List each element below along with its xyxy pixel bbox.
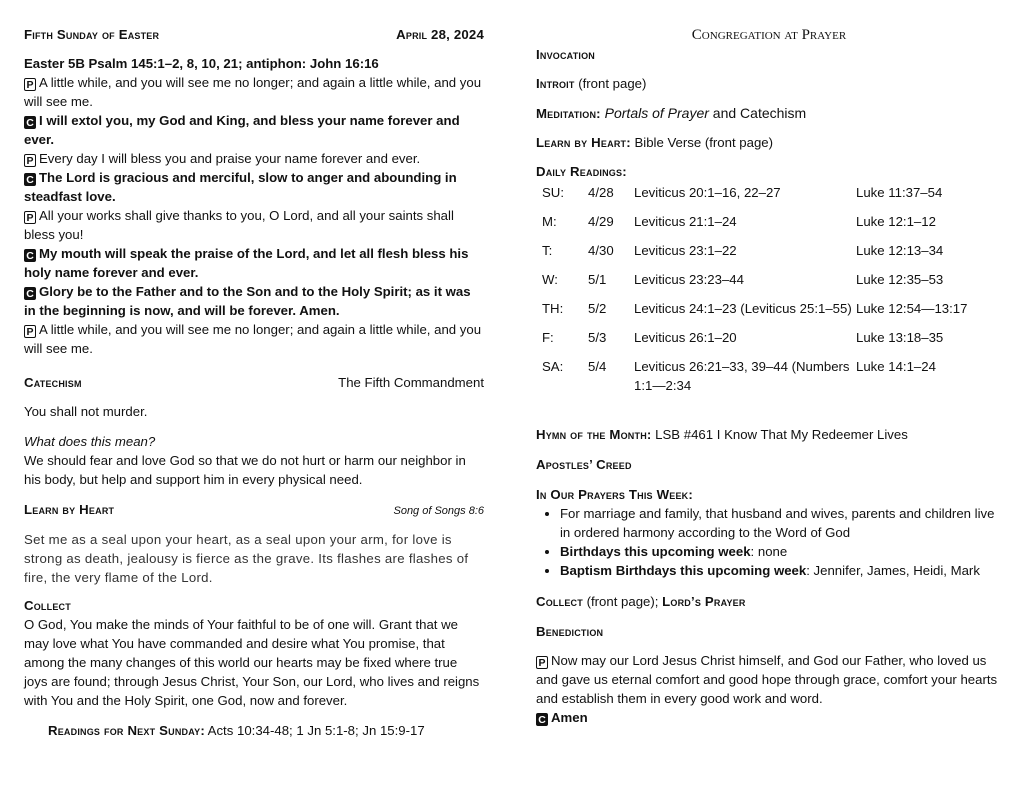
order-list: [536, 45, 1002, 181]
collect-label: Collect: [24, 598, 71, 613]
collect-section: [24, 596, 484, 710]
list-item: • Baptism Birthdays this upcoming week: Jennifer, James, Heidi, Mark: [560, 561, 1002, 580]
next-refs: Acts 10:34-48; 1 Jn 5:1-8; Jn 15:9-17: [207, 723, 425, 738]
catechism-label: Catechism: [24, 375, 82, 390]
congregation-icon: C: [24, 249, 36, 262]
learn-reference: Song of Songs 8:6: [393, 505, 484, 517]
congregation-icon: C: [24, 173, 36, 186]
list-item: • Birthdays this upcoming week: none: [560, 542, 1002, 561]
psalm-line: C I will extol you, my God and King, and bless your name forever and ever.: [24, 113, 460, 147]
hymn-line: Hymn of the Month: LSB #461 I Know That My Redeemer Lives: [536, 427, 908, 442]
table-row: SA: 5/4 Leviticus 26:21–33, 39–44 (Numbers 1:1—2:34 Luke 14:1–24: [542, 359, 936, 393]
psalm-section: [24, 54, 484, 358]
table-row: W: 5/1 Leviticus 23:23–44 Luke 12:35–53: [542, 272, 944, 287]
psalm-line: C My mouth will speak the praise of the Lord, and let all flesh bless his holy name forever and ever.: [24, 246, 469, 280]
daily-readings-table: [542, 183, 967, 405]
learn-text: Set me as a seal upon your heart, as a seal upon your arm, for love is strong as death, jealousy is fierce as the grave. Its flashes are flashes of fire, the very flame of the Lord.: [24, 532, 469, 585]
catechism-question: What does this mean?: [24, 434, 156, 449]
invocation-heading: Invocation: [536, 47, 595, 62]
congregation-icon: C: [24, 116, 36, 129]
next-sunday-readings: Readings for Next Sunday: Acts 10:34-48; 1 Jn 5:1-8; Jn 15:9-17: [48, 723, 425, 738]
psalm-line: C Glory be to the Father and to the Son and to the Holy Spirit; as it was in the beginning is now, and will be forever. Amen.: [24, 284, 471, 318]
pastor-icon: P: [24, 211, 36, 224]
table-row: T: 4/30 Leviticus 23:1–22 Luke 12:13–34: [542, 243, 944, 258]
catechism-section: [24, 373, 484, 489]
collect-line: Collect (front page); Lord’s Prayer: [536, 594, 746, 609]
list-item: • For marriage and family, that husband and wives, parents and children live in ordered harmony according to the Word of God: [560, 504, 1002, 542]
psalm-line: P A little while, and you will see me no longer; and again a little while, and you will see me.: [24, 322, 482, 356]
next-label: Readings for Next Sunday: [48, 723, 201, 738]
page-title: Congregation at Prayer: [691, 27, 847, 43]
congregation-icon: C: [24, 287, 36, 300]
table-row: M: 4/29 Leviticus 21:1–24 Luke 12:1–12: [542, 214, 936, 229]
learn-line: Learn by Heart: Bible Verse (front page): [536, 135, 774, 150]
prayers-heading: In Our Prayers This Week:: [536, 487, 693, 502]
catechism-answer: We should fear and love God so that we do not hurt or harm our neighbor in his body, but help and support him in every physical need.: [24, 453, 466, 487]
benediction-text: P Now may our Lord Jesus Christ himself, and God our Father, who loved us and gave us eternal comfort and good hope through grace, comfort your hearts and establish them in every good work and word. C Amen: [536, 653, 998, 726]
sunday-title: Fifth Sunday of Easter: [24, 27, 160, 42]
table-row: SU: 4/28 Leviticus 20:1–16, 22–27 Luke 11:37–54: [542, 185, 943, 200]
collect-text: O God, You make the minds of Your faithful to be of one will. Grant that we may love what You have commanded and desire what You promise, that among the many changes of this world our hearts may be fixed where true joys are found; through Jesus Christ, Your Son, our Lord, who lives and reigns with You and the Holy Spirit, one God, now and forever.: [24, 617, 480, 708]
psalm-line: C The Lord is gracious and merciful, slow to anger and abounding in steadfast love.: [24, 170, 457, 204]
pastor-icon: P: [24, 78, 36, 91]
catechism-topic: The Fifth Commandment: [338, 375, 484, 390]
introit-line: Introit (front page): [536, 76, 647, 91]
psalm-heading: Easter 5B Psalm 145:1–2, 8, 10, 21; antiphon: John 16:16: [24, 56, 379, 71]
service-date: April 28, 2024: [396, 27, 484, 42]
page-header: [24, 25, 484, 44]
psalm-line: P A little while, and you will see me no longer; and again a little while, and you will see me.: [24, 75, 482, 109]
prayers-section: [536, 485, 1002, 580]
meditation-line: Meditation: Portals of Prayer and Catechism: [536, 105, 807, 121]
pastor-icon: P: [536, 656, 548, 669]
commandment-text: You shall not murder.: [24, 404, 148, 419]
psalm-line: P All your works shall give thanks to you, O Lord, and all your saints shall bless you!: [24, 208, 454, 242]
pastor-icon: P: [24, 325, 36, 338]
daily-readings-heading: Daily Readings:: [536, 164, 627, 179]
congregation-icon: C: [536, 713, 548, 726]
learn-label: Learn by Heart: [24, 502, 115, 517]
learn-by-heart-section: [24, 500, 484, 587]
benediction-heading: Benediction: [536, 624, 604, 639]
psalm-line: P Every day I will bless you and praise your name forever and ever.: [24, 149, 484, 168]
table-row: TH: 5/2 Leviticus 24:1–23 (Leviticus 25:1–55) Luke 12:54—13:17: [542, 301, 968, 316]
pastor-icon: P: [24, 154, 36, 167]
prayer-list: [536, 504, 1002, 580]
table-row: F: 5/3 Leviticus 26:1–20 Luke 13:18–35: [542, 330, 944, 345]
creed-heading: Apostles’ Creed: [536, 457, 632, 472]
